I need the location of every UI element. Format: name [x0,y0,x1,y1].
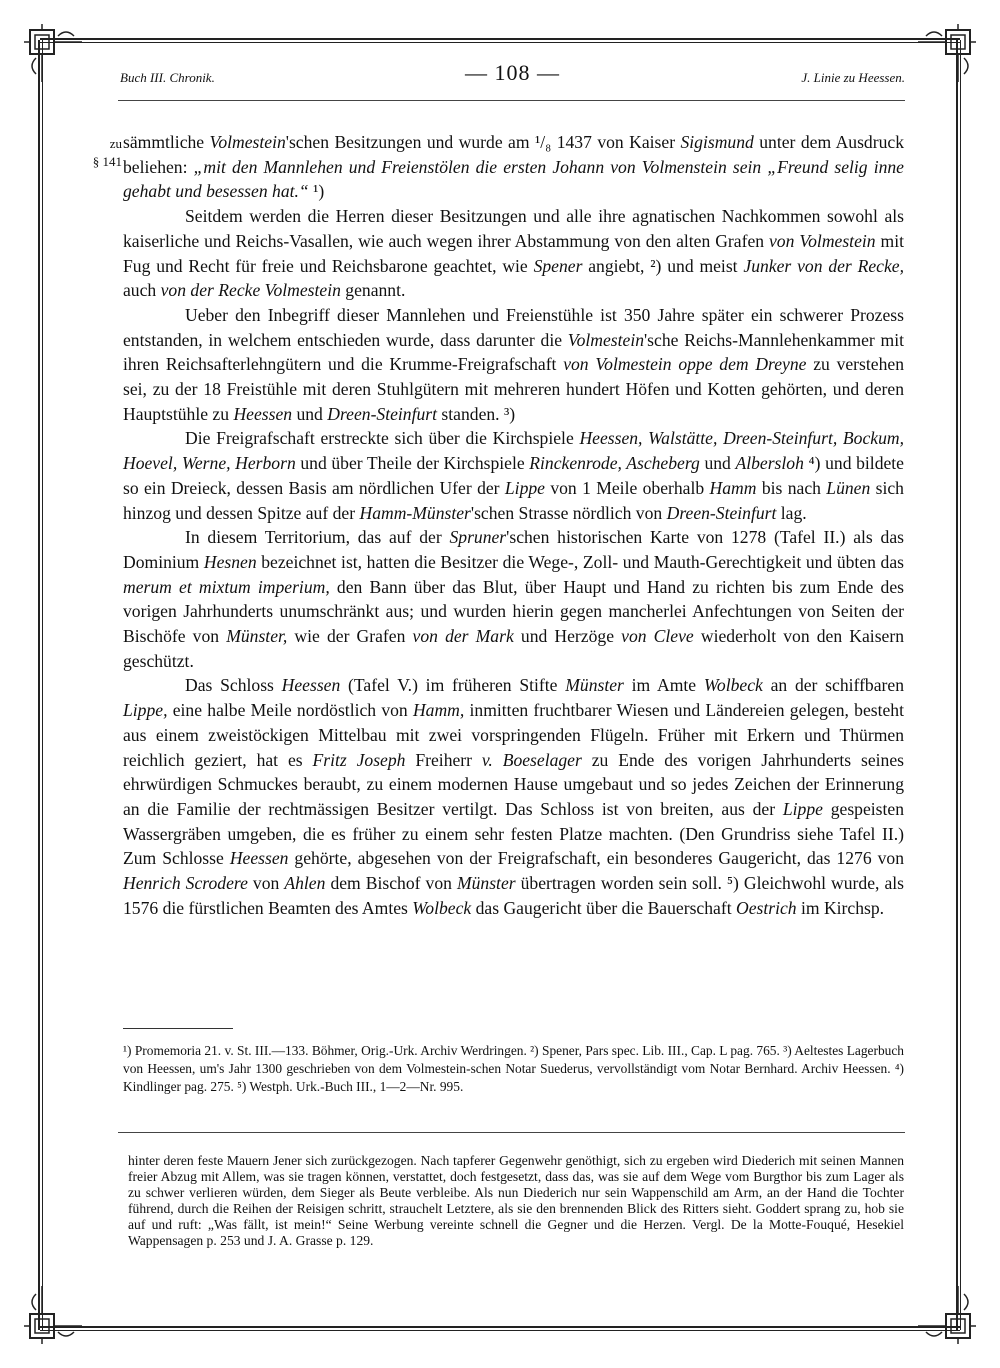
frame-left-rule [38,40,43,1330]
corner-ornament-bottom-left [22,1284,84,1346]
paragraph-1: sämmtliche Volmestein'schen Besitzungen und wurde am ¹/₈ 1437 von Kaiser Sigismund unter dem Ausdruck beliehen: „mit den Mannlehen und Freienstölen die ersten Johann von Volmenstein sein „Freund selig inne gehabt und besessen hat.“ ¹) [123,132,904,202]
frame-bottom-rule [40,1326,960,1331]
paragraph-3: Ueber den Inbegriff dieser Mannlehen und Freienstühle ist 350 Jahre später ein schwerer Prozess entstanden, in welchem entschieden wurde, dass darunter die Volmestein'sche Reichs-Mannlehenkammer mit ihren Reichsafterlehngütern und die Krumme-Freigrafschaft von Volmestein oppe dem Dreyne zu verstehen sei, zu der 18 Freistühle mit deren Stuhlgütern mit mehreren hundert Höfen und Kotten gehörten, und deren Hauptstühle zu Heessen und Dreen-Steinfurt standen. ³) [123,304,904,424]
header-rule [118,100,905,101]
continuation-rule [118,1132,905,1133]
paragraph-2: Seitdem werden die Herren dieser Besitzungen und alle ihre agnatischen Nachkommen sowohl als kaiserliche und Reichs-Vasallen, wie auch wegen ihrer Abstammung von den alten Grafen von Volmestein mit Fug und Recht für freie und Reichsbarone geachtet, wie Spener angiebt, ²) und meist Junker von der Recke, auch von der Recke Volmestein genannt. [123,206,904,301]
page-number: — 108 — [465,60,560,85]
header-book-chapter: Buch III. Chronik. [120,70,215,85]
running-header [120,60,905,92]
margin-reference-line1: zu [109,136,122,151]
header-section-title: J. Linie zu Heessen. [801,70,905,85]
frame-right-rule [956,40,961,1330]
footnote-rule [123,1028,233,1029]
frame-top-rule [40,38,960,43]
footnotes: ¹) Promemoria 21. v. St. III.—133. Böhmer, Orig.-Urk. Archiv Werdringen. ²) Spener, Pars spec. Lib. III., Cap. L pag. 765. ³) Aeltestes Lagerbuch von Heessen, um's Jahr 1300 geschrieben von dem Volmestein-schen Notar Suederus, vervollständigt vom Notar Bernhard. Archiv Heessen. ⁴) Kindlinger pag. 275. ⁵) Westph. Urk.-Buch III., 1—2—Nr. 995. [123,1043,904,1095]
paragraph-4: Die Freigrafschaft erstreckte sich über die Kirchspiele Heessen, Walstätte, Dreen-Steinfurt, Bockum, Hoevel, Werne, Herborn und über Theile der Kirchspiele Rinckenrode, Ascheberg und Albersloh ⁴) und bildete so ein Dreieck, dessen Basis am nördlichen Ufer der Lippe von 1 Meile oberhalb Hamm bis nach Lünen sich hinzog und dessen Spitze auf der Hamm-Münster'schen Strasse nördlich von Dreen-Steinfurt lag. [123,428,904,523]
corner-ornament-top-right [916,22,978,84]
paragraph-5: In diesem Territorium, das auf der Spruner'schen historischen Karte von 1278 (Tafel II.) als das Dominium Hesnen bezeichnet ist, hatten die Besitzer die Wege-, Zoll- und Mauth-Gerechtigkeit und übten das merum et mixtum imperium, den Bann über das Blut, über Haupt und Hand zu richten bis zum Ende des vorigen Jahrhunderts unumschränkt aus; und wurden hierin gegen mancherlei Anfechtungen von Seiten der Bischöfe von Münster, wie der Grafen von der Mark und Herzöge von Cleve wiederholt von den Kaisern geschützt. [123,527,905,671]
corner-ornament-bottom-right [916,1284,978,1346]
main-text [123,130,904,921]
margin-reference-line2: § 141 [92,154,122,169]
corner-ornament-top-left [22,22,84,84]
continued-footnote-text: hinter deren feste Mauern Jener sich zurückgezogen. Nach tapferer Gegenwehr genöthigt, sich zu ergeben wird Diederich mit seinen Mannen freier Abzug mit Allem, was sie tragen können, verstattet, doch festgesetzt, dass das, was sie auf dem Wege vom Burgthor bis zum Lager als zu schwer verlieren würden, dem Sieger als Beute verbleibe. Als nun Diederich nur sein Wappenschild am Arm, an der Hand die Tochter führend, durch die Reihen der Reisigen schritt, strauchelt Letztere, als sie den brennenden Blick des Ritters sieht. Goddert sprang zu, hob sie auf und ruft: „Was fällt, ist mein!“ Seine Werbung vereinte schnell die Gegner und die Herzen. Vergl. De la Motte-Fouqué, Hesekiel Wappensagen p. 253 und J. A. Grasse p. 129. [128,1153,904,1249]
margin-reference [80,135,122,171]
paragraph-6: Das Schloss Heessen (Tafel V.) im früheren Stifte Münster im Amte Wolbeck an der schiffbaren Lippe, eine halbe Meile nordöstlich von Hamm, inmitten fruchtbarer Wiesen und Ländereien gelegen, besteht aus einem zweistöckigen Mittelbau mit zwei vorspringenden Flügeln. Früher mit Erkern und Thürmen reichlich geziert, hat es Fritz Joseph Freiherr v. Boeselager zu Ende des vorigen Jahrhunderts seines ehrwürdigen Schmuckes beraubt, zu einem modernen Hause umgebaut und so jedes Zeichen der Erinnerung an die Familie der rechtmässigen Besitzer vertilgt. Das Schloss ist von breiten, aus der Lippe gespeisten Wassergräben umgeben, die es früher zu einem sehr festen Platze machten. (Den Grundriss siehe Tafel II.) Zum Schlosse Heessen gehörte, abgesehen von der Freigrafschaft, ein besonderes Gaugericht, das 1276 von Henrich Scrodere von Ahlen dem Bischof von Münster übertragen worden sein soll. ⁵) Gleichwohl wurde, als 1576 die fürstlichen Beamten des Amtes Wolbeck das Gaugericht über die Bauerschaft Oestrich im Kirchsp. [123,675,905,918]
